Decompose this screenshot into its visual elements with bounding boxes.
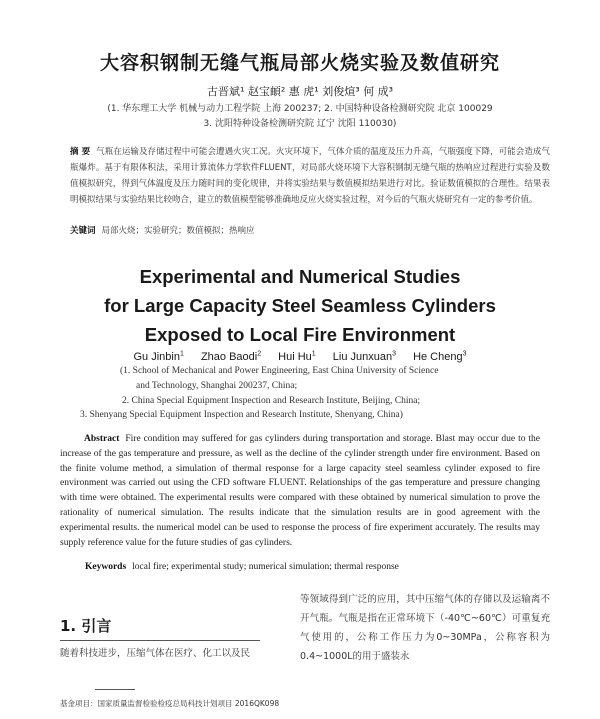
footnote-divider (95, 689, 135, 690)
en-authors (0, 350, 600, 363)
author: Zhao Baodi$^2$ (200, 350, 262, 363)
cn-affiliation-2: 3. 沈阳特种设备检测研究院 辽宁 沈阳 110030) (203, 119, 397, 129)
en-keywords-text: local fire; experimental study; numerical simulation; thermal response (132, 562, 399, 572)
cn-keywords-label: 关键词 (70, 226, 96, 236)
author: Gu Jinbin$^1$ (133, 350, 184, 363)
section-heading: 1. 引言 (60, 617, 112, 635)
en-title-line: Exposed to Local Fire Environment (144, 324, 456, 345)
en-abstract (60, 432, 540, 550)
en-title-line: Experimental and Numerical Studies (139, 266, 461, 287)
cn-affiliation-1: (1. 华东理工大学 机械与动力工程学院 上海 200237; 2. 中国特种设备检测研究院 北京 100029 (107, 104, 493, 114)
author: Liu Junxuan$^3$ (332, 350, 396, 363)
author: Hui Hu$^1$ (278, 350, 316, 363)
author: He Cheng$^3$ (413, 350, 467, 363)
cn-keywords (70, 224, 550, 236)
en-affiliation-3: 3. Shenyang Special Equipment Inspection and Research Institute, Shenyang, China) (80, 410, 403, 420)
en-title-line: for Large Capacity Steel Seamless Cylinders (104, 295, 496, 316)
cn-abstract-label: 摘 要 (70, 147, 91, 157)
en-keywords-label: Keywords (85, 562, 127, 572)
en-abstract-label: Abstract (84, 434, 120, 444)
cn-abstract (70, 144, 550, 208)
en-title (0, 262, 600, 349)
cn-title: 大容积钢制无缝气瓶局部火烧实验及数值研究 (99, 52, 500, 74)
intro-text-left: 随着科技进步，压缩气体在医疗、化工以及民 (60, 648, 251, 659)
en-abstract-text: Fire condition may suffered for gas cylinders during transportation and storage. Blast may occur due to the increase of the gas temperature and pressure, as well as the decline of the cylinder strength under fire environment. Based on the finite volume method, a simulation of thermal response for a large capacity steel seamless cylinder exposed to fire environment was carried out using the CFD software FLUENT. Relationships of the gas temperature and pressure changing with time were obtained. The experimental results were compared with these obtained by numerical simulation to prove the rationality of numerical simulation. The results indicate that the simulation results are in good agreement with the experimental results. the numerical model can be used to response the process of fire experiment accurately. The results may supply reference value for the future studies of gas cylinders. (60, 434, 540, 548)
en-keywords (85, 562, 399, 572)
en-affiliation-1: (1. School of Mechanical and Power Engineering, East China University of Science (120, 366, 439, 376)
footnote: 基金项目：国家质量监督检验检疫总局科技计划项目 2016QK098 (60, 699, 280, 708)
en-affiliation-2: 2. China Special Equipment Inspection and Research Institute, Beijing, China; (122, 396, 421, 406)
intro-text-right: 等领域得到广泛的应用，其中压缩气体的存储以及运输离不开气瓶。气瓶是指在正常环境下（-40℃~60℃）可重复充气使用的，公称工作压力为0~30MPa，公称容积为0.4~1000L的用于盛装永 (300, 594, 550, 662)
section-divider (60, 640, 260, 641)
cn-abstract-text: 气瓶在运输及存储过程中可能会遭遇火灾工况。火灾环境下，气体介质的温度及压力升高，气瓶强度下降，可能会造成气瓶爆炸。基于有限体积法，采用计算流体力学软件FLUENT，对局部火烧环境下大容积钢制无缝气瓶的热响应过程进行实验及数值模拟研究，得到气体温度及压力随时间的变化规律，并将实验结果与数值模拟结果进行对比。验证数值模拟的合理性。结果表明模拟结果与实验结果比较吻合，建立的数值模型能够准确地反应火烧实验过程，对今后的气瓶火烧研究有一定的参考价值。 (70, 147, 550, 205)
cn-keywords-text: 局部火烧；实验研究；数值模拟；热响应 (101, 226, 255, 236)
en-affiliation-1-cont: and Technology, Shanghai 200237, China; (136, 381, 298, 391)
cn-authors: 古晋斌¹ 赵宝頔² 惠 虎¹ 刘俊煊³ 何 成³ (206, 85, 394, 98)
